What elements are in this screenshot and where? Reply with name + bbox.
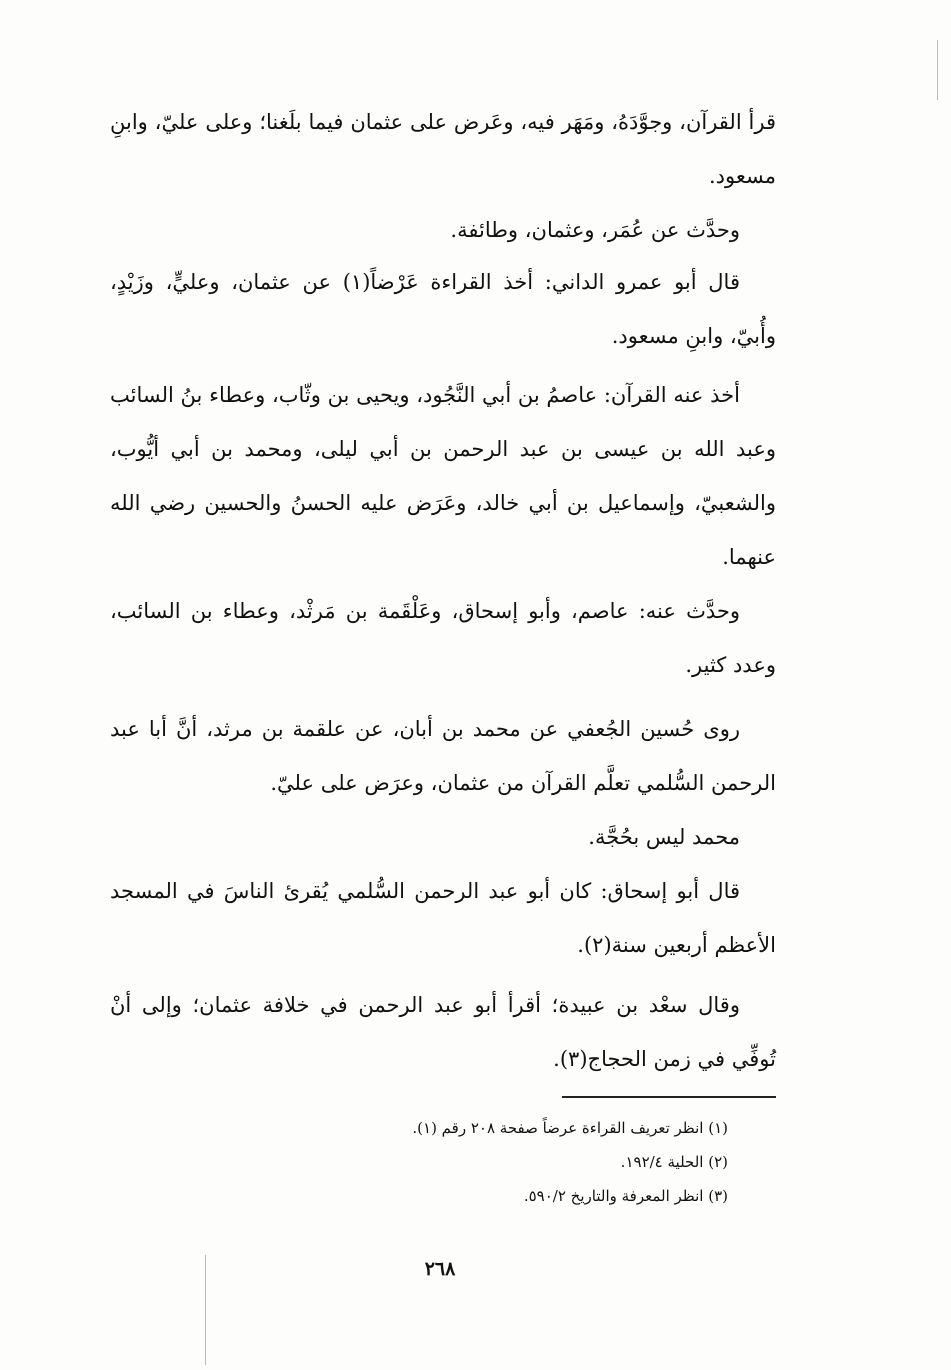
paragraph-6: روى حُسين الجُعفي عن محمد بن أبان، عن علقمة بن مرثد، أنَّ أبا عبد الرحمن السُّلمي تعلَّم القرآن من عثمان، وعرَض على عليّ. [110,717,776,795]
main-text [110,584,776,692]
paragraph-1: قرأ القرآن، وجوَّدَهُ، ومَهَر فيه، وعَرض على عثمان فيما بلَغنا؛ وعلى عليّ، وابنِ مسعود. [110,110,776,188]
paragraph-5: وحدَّث عنه: عاصم، وأبو إسحاق، وعَلْقَمة بن مَرثْد، وعطاء بن السائب، وعدد كثير. [110,599,776,677]
footnote-separator [562,1096,776,1098]
footnote-1: (١) انظر تعريف القراءة عرضاً صفحة ٢٠٨ رقم (١). [412,1119,728,1137]
footnotes [300,1111,728,1213]
main-text [110,255,776,363]
main-text [110,95,776,257]
main-text [110,702,776,864]
paragraph-9: وقال سعْد بن عبيدة؛ أقرأ أبو عبد الرحمن في خلافة عثمان؛ وإلى أنْ تُوفِّي في زمن الحجاج(٣). [110,993,776,1071]
main-text [110,978,776,1086]
paragraph-4: أخذ عنه القرآن: عاصمُ بن أبي النَّجُود، ويحيى بن وثّاب، وعطاء بنُ السائب وعبد الله بن عيسى بن عبد الرحمن بن أبي ليلى، ومحمد بن أبي أيُّوب، والشعبيّ، وإسماعيل بن أبي خالد، وعَرَض عليه الحسنُ والحسين رضي الله عنهما. [110,383,776,569]
footnote-2: (٢) الحلية ١٩٢/٤. [620,1153,728,1171]
paragraph-3: قال أبو عمرو الداني: أخذ القراءة عَرْضاً(١) عن عثمان، وعليٍّ، وزَيْدٍ، وأُبيّ، وابنِ مسعود. [110,270,776,348]
scan-speck [937,40,938,100]
paragraph-2: وحدَّث عن عُمَر، وعثمان، وطائفة. [450,218,740,242]
scan-speck [205,1255,206,1365]
footnote-3: (٣) انظر المعرفة والتاريخ ٥٩٠/٢. [523,1187,728,1205]
main-text [110,368,776,584]
paragraph-7: محمد ليس بحُجَّة. [588,825,740,849]
paragraph-8: قال أبو إسحاق: كان أبو عبد الرحمن السُّلمي يُقرئ الناسَ في المسجد الأعظم أربعين سنة(٢). [110,879,776,957]
main-text [110,864,776,972]
page-number: ٢٦٨ [424,1258,456,1280]
